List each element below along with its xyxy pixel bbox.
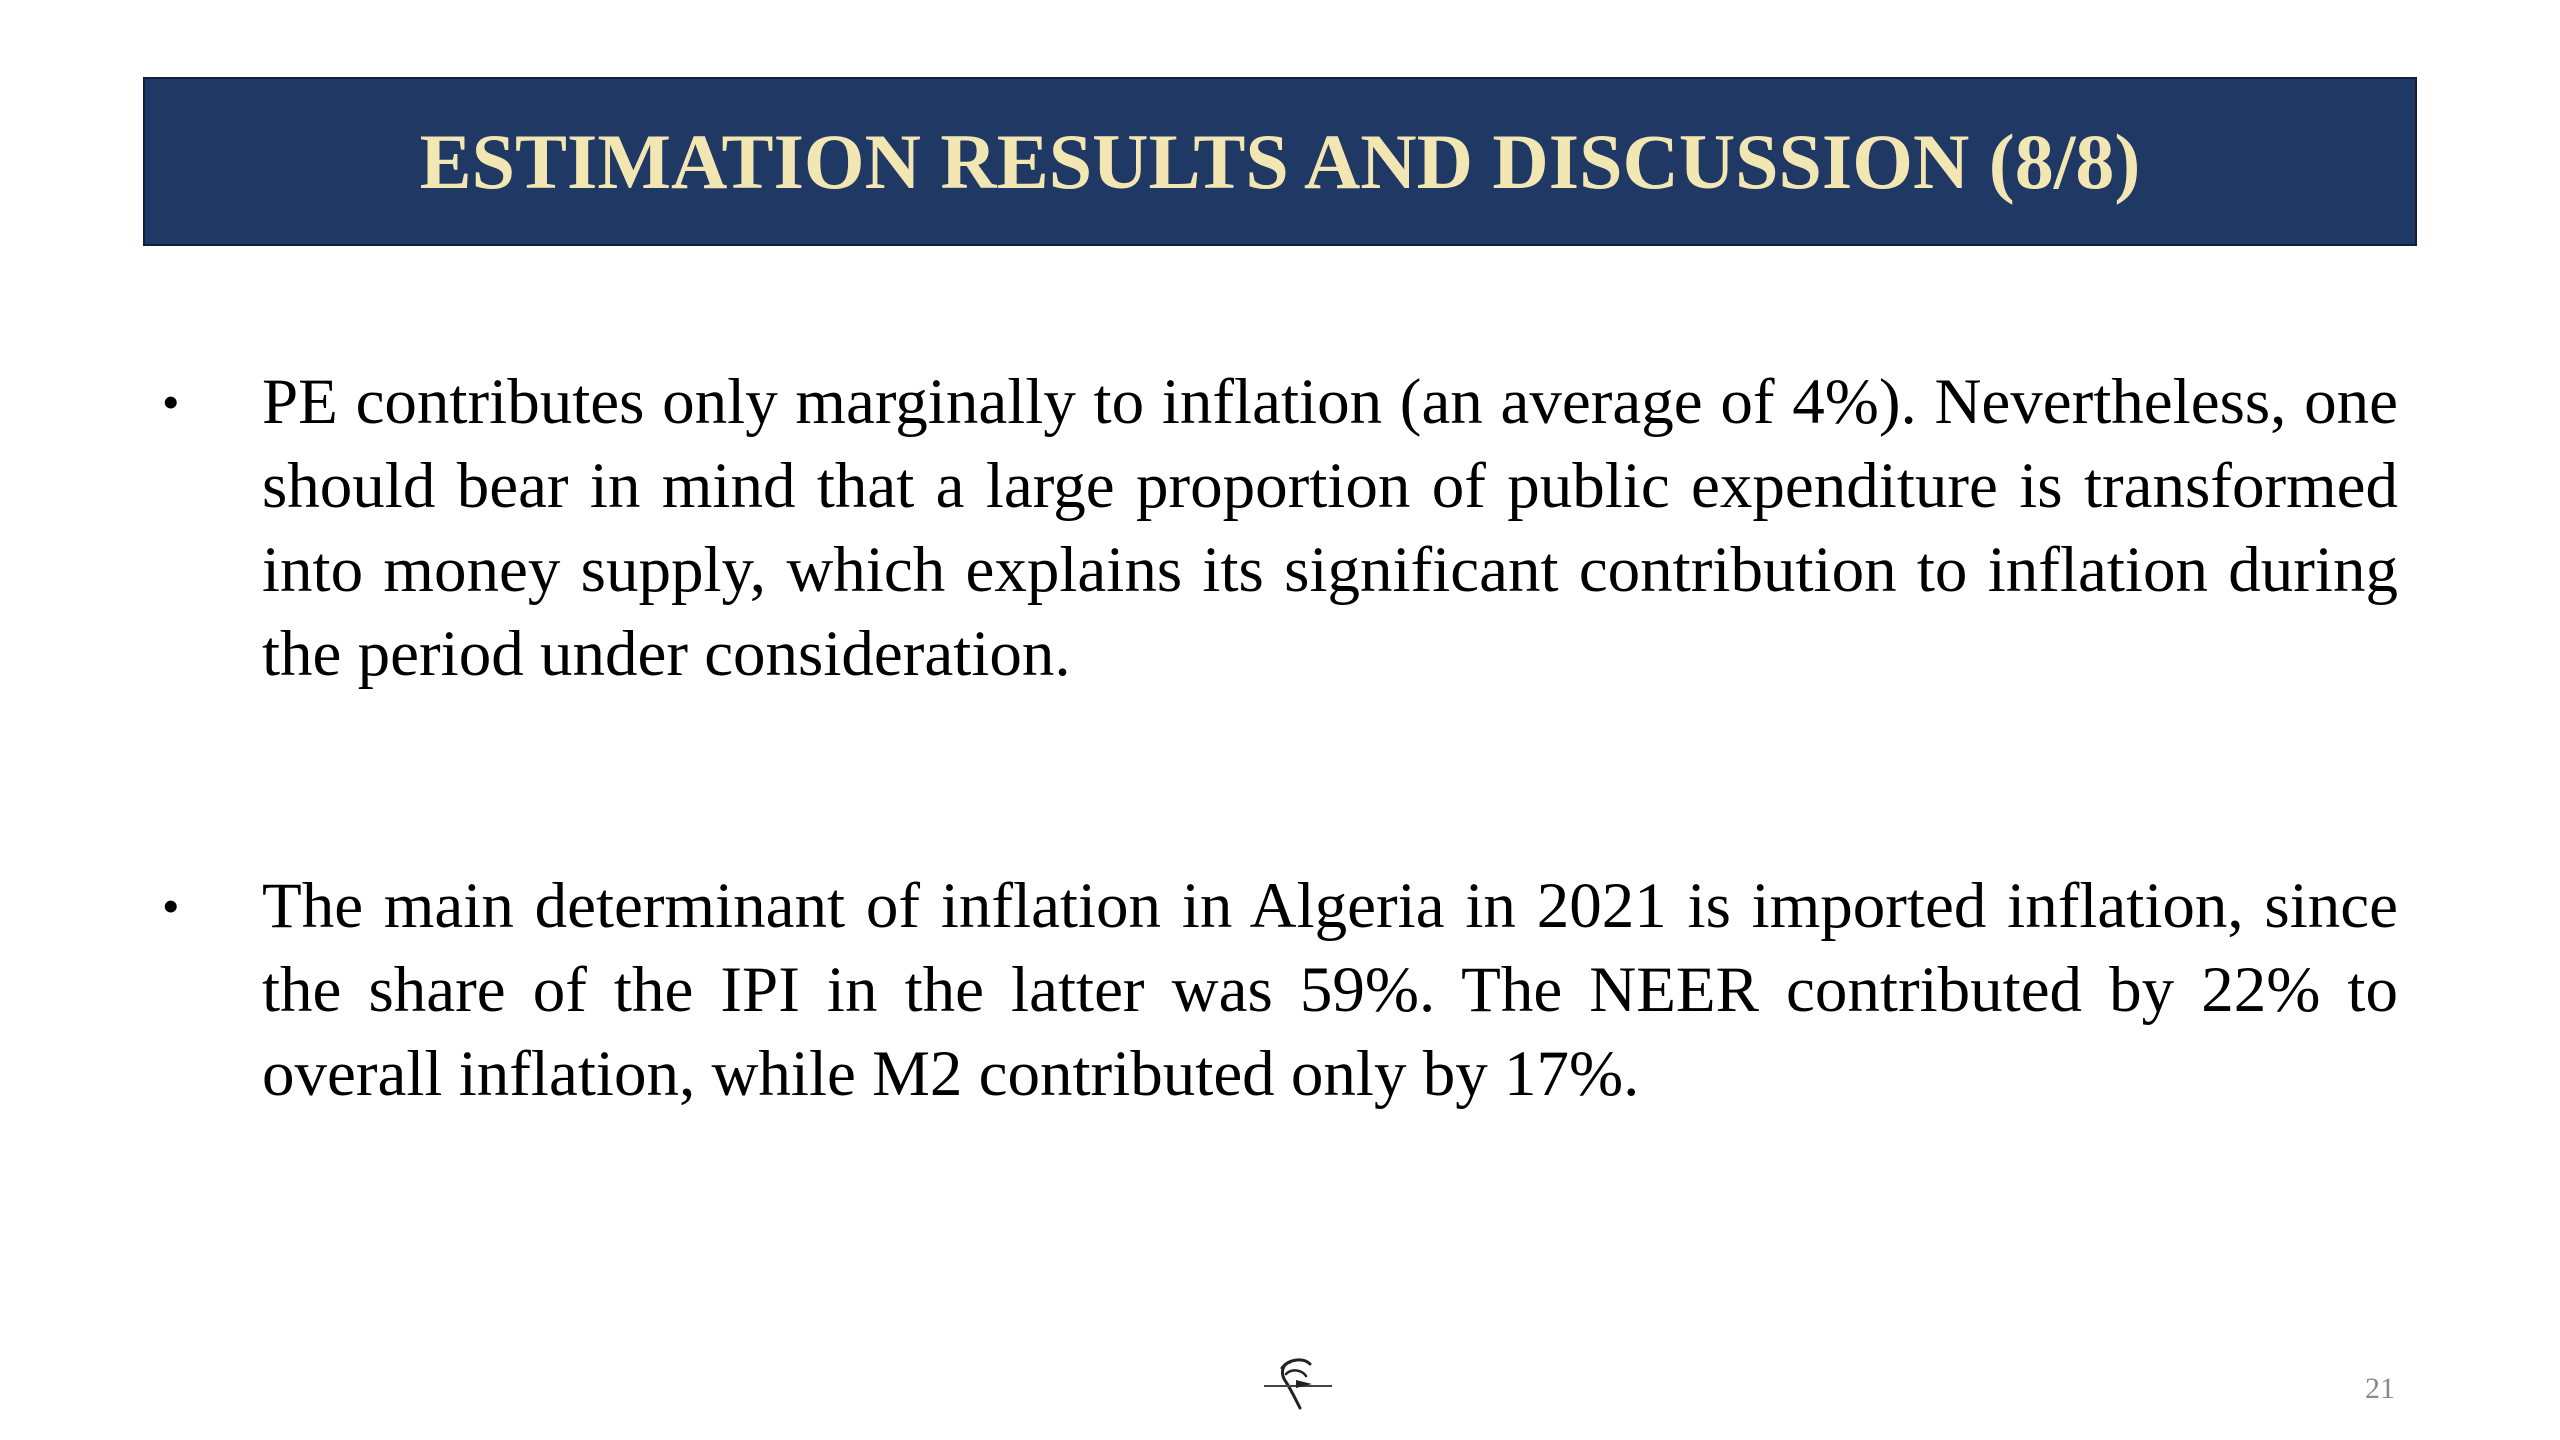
bullet-text: PE contributes only marginally to inflation (an average of 4%). Nevertheless, one should bear in mind that a large proportion of public expenditure is transformed into money supply, which explains its significant contribution to inflation during the period under consideration. (262, 366, 2398, 690)
bullet-list (158, 360, 2398, 1116)
bullet-marker: • (162, 374, 180, 430)
page-number: 21 (2365, 1372, 2395, 1405)
bullet-text: The main determinant of inflation in Algeria in 2021 is imported inflation, since the share of the IPI in the latter was 59%. The NEER contributed by 22% to overall inflation, while M2 contributed only by 17%. (262, 870, 2398, 1110)
title-banner (143, 77, 2417, 246)
bullet-item (158, 360, 2398, 696)
bullet-marker: • (162, 878, 180, 934)
slide-title: ESTIMATION RESULTS AND DISCUSSION (8/8) (419, 117, 2141, 205)
institution-logo-icon (1260, 1352, 1336, 1418)
bullet-item (158, 864, 2398, 1116)
